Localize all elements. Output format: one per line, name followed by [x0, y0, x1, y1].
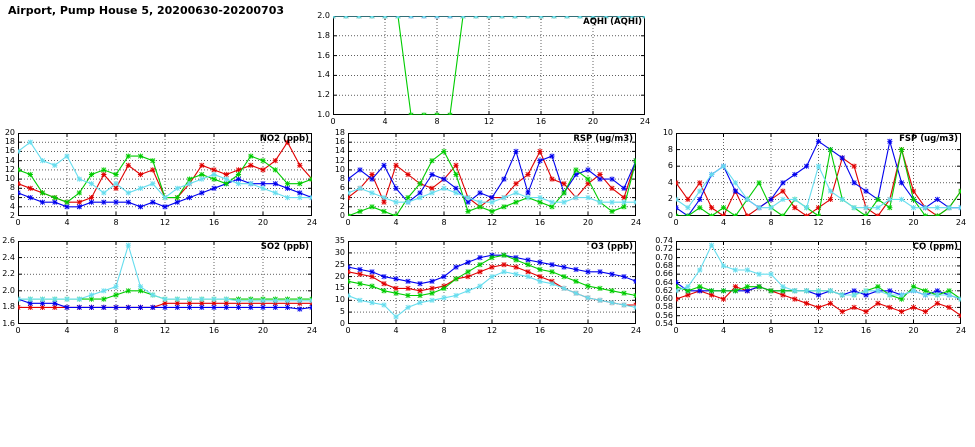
xtick-label: 12 [159, 218, 171, 227]
ytick-label: 20 [4, 128, 15, 137]
ytick-label: 1.4 [317, 70, 330, 80]
xtick-label: 20 [587, 117, 599, 126]
chart-title-o3: O3 (ppb) [590, 242, 633, 252]
ytick-label: 0.70 [655, 252, 673, 262]
ytick-label: 4 [9, 201, 15, 211]
xtick-label: 8 [113, 218, 119, 227]
xtick-label: 0 [673, 218, 679, 227]
ytick-label: 1.8 [317, 30, 330, 40]
chart-title-no2: NO2 (ppb) [259, 134, 309, 144]
ytick-label: 0 [339, 211, 345, 220]
xtick-label: 4 [382, 117, 388, 126]
xtick-label: 16 [208, 218, 220, 227]
ytick-label: 12 [334, 155, 345, 165]
chart-panel-aqhi [317, 11, 651, 131]
xtick-label: 12 [486, 326, 498, 335]
xtick-label: 16 [534, 218, 546, 227]
chart-svg-o3 [348, 241, 636, 324]
xtick-label: 0 [345, 326, 351, 335]
ytick-label: 8 [9, 183, 15, 193]
chart-svg-fsp [676, 133, 961, 216]
xtick-label: 16 [860, 326, 872, 335]
plot-area-so2 [18, 241, 312, 324]
ytick-label: 2 [339, 201, 345, 211]
xtick-label: 24 [306, 326, 318, 335]
xtick-label: 20 [582, 326, 594, 335]
ytick-label: 10 [662, 128, 673, 137]
xtick-label: 24 [630, 218, 642, 227]
chart-svg-rsp [348, 133, 636, 216]
ytick-label: 0.56 [655, 310, 673, 320]
xtick-label: 4 [393, 326, 399, 335]
chart-title-co: CO (ppm) [912, 242, 958, 252]
xtick-label: 20 [257, 326, 269, 335]
ytick-label: 2.4 [2, 252, 15, 262]
xtick-label: 8 [441, 326, 447, 335]
chart-svg-co [676, 241, 961, 324]
ytick-label: 4 [667, 177, 673, 187]
ytick-label: 14 [4, 155, 15, 165]
ytick-label: 4 [339, 192, 345, 202]
xtick-label: 4 [720, 218, 727, 227]
xtick-label: 8 [768, 218, 774, 227]
ytick-label: 2 [667, 194, 673, 204]
xtick-label: 12 [813, 218, 824, 227]
ytick-label: 14 [334, 146, 345, 156]
xtick-label: 4 [720, 326, 727, 335]
ytick-label: 10 [4, 174, 15, 184]
ytick-label: 0 [339, 319, 345, 328]
ytick-label: 20 [334, 271, 345, 281]
plot-area-co [676, 241, 961, 324]
ytick-label: 12 [4, 164, 15, 174]
xtick-label: 16 [535, 117, 547, 126]
ytick-label: 10 [334, 295, 345, 305]
xtick-label: 0 [15, 326, 21, 335]
ytick-label: 2 [9, 211, 15, 220]
xtick-label: 4 [64, 326, 70, 335]
chart-panel-no2 [4, 128, 318, 232]
xtick-label: 24 [955, 326, 967, 335]
ytick-label: 0.74 [655, 236, 673, 245]
ytick-label: 25 [334, 259, 345, 269]
xtick-label: 4 [393, 218, 399, 227]
ytick-label: 8 [667, 144, 673, 154]
xtick-label: 24 [630, 326, 642, 335]
ytick-label: 0.68 [655, 260, 673, 270]
ytick-label: 0.62 [655, 285, 673, 295]
ytick-label: 2.2 [2, 269, 15, 279]
chart-title-so2: SO2 (ppb) [260, 242, 309, 252]
ytick-label: 18 [4, 137, 15, 147]
chart-panel-so2 [2, 236, 318, 340]
xtick-label: 8 [113, 326, 119, 335]
ytick-label: 8 [339, 174, 345, 184]
xtick-label: 16 [860, 218, 872, 227]
ytick-label: 6 [667, 161, 673, 171]
ytick-label: 16 [334, 137, 345, 147]
ytick-label: 1.8 [2, 302, 15, 312]
xtick-label: 20 [257, 218, 269, 227]
ytick-label: 35 [334, 236, 345, 245]
xtick-label: 24 [639, 117, 651, 126]
xtick-label: 8 [434, 117, 440, 126]
chart-svg-so2 [18, 241, 312, 324]
xtick-label: 24 [955, 218, 967, 227]
ytick-label: 0.60 [655, 294, 673, 304]
chart-svg-aqhi [333, 16, 645, 115]
ytick-label: 0.72 [655, 244, 673, 254]
xtick-label: 20 [908, 218, 919, 227]
ytick-label: 0 [667, 211, 673, 220]
ytick-label: 0.64 [655, 277, 673, 287]
ytick-label: 1.6 [2, 319, 15, 328]
ytick-label: 15 [334, 283, 345, 293]
chart-title-rsp: RSP (ug/m3) [573, 134, 633, 144]
ytick-label: 5 [339, 307, 345, 317]
xtick-label: 8 [768, 326, 774, 335]
chart-panel-rsp [334, 128, 642, 232]
plot-area-fsp [676, 133, 961, 216]
plot-area-o3 [348, 241, 636, 324]
page-title: Airport, Pump House 5, 20200630-20200703 [8, 4, 285, 17]
xtick-label: 12 [483, 117, 495, 126]
ytick-label: 1.2 [317, 90, 330, 100]
xtick-label: 0 [345, 218, 351, 227]
xtick-label: 20 [908, 326, 919, 335]
xtick-label: 24 [306, 218, 318, 227]
xtick-label: 0 [330, 117, 336, 126]
ytick-label: 16 [4, 146, 15, 156]
chart-panel-co [655, 236, 967, 340]
chart-svg-no2 [18, 133, 312, 216]
chart-panel-o3 [334, 236, 642, 340]
xtick-label: 8 [441, 218, 447, 227]
ytick-label: 2.0 [317, 11, 330, 20]
plot-area-no2 [18, 133, 312, 216]
xtick-label: 16 [534, 326, 546, 335]
ytick-label: 0.66 [655, 269, 673, 279]
chart-title-aqhi: AQHI (AQHI) [583, 17, 642, 27]
chart-panel-fsp [662, 128, 967, 232]
ytick-label: 10 [334, 164, 345, 174]
plot-area-aqhi [333, 16, 645, 115]
ytick-label: 1.0 [317, 110, 330, 119]
ytick-label: 18 [334, 128, 345, 137]
xtick-label: 12 [486, 218, 498, 227]
xtick-label: 16 [208, 326, 220, 335]
chart-title-fsp: FSP (ug/m3) [899, 134, 958, 144]
xtick-label: 0 [15, 218, 21, 227]
ytick-label: 6 [9, 192, 15, 202]
ytick-label: 30 [334, 247, 345, 257]
ytick-label: 2.0 [2, 285, 15, 295]
xtick-label: 12 [159, 326, 171, 335]
ytick-label: 0.58 [655, 302, 673, 312]
ytick-label: 1.6 [317, 50, 330, 60]
xtick-label: 0 [673, 326, 679, 335]
xtick-label: 20 [582, 218, 594, 227]
ytick-label: 0.54 [655, 319, 673, 328]
plot-area-rsp [348, 133, 636, 216]
ytick-label: 2.6 [2, 236, 15, 245]
ytick-label: 6 [339, 183, 345, 193]
xtick-label: 4 [64, 218, 70, 227]
xtick-label: 12 [813, 326, 824, 335]
